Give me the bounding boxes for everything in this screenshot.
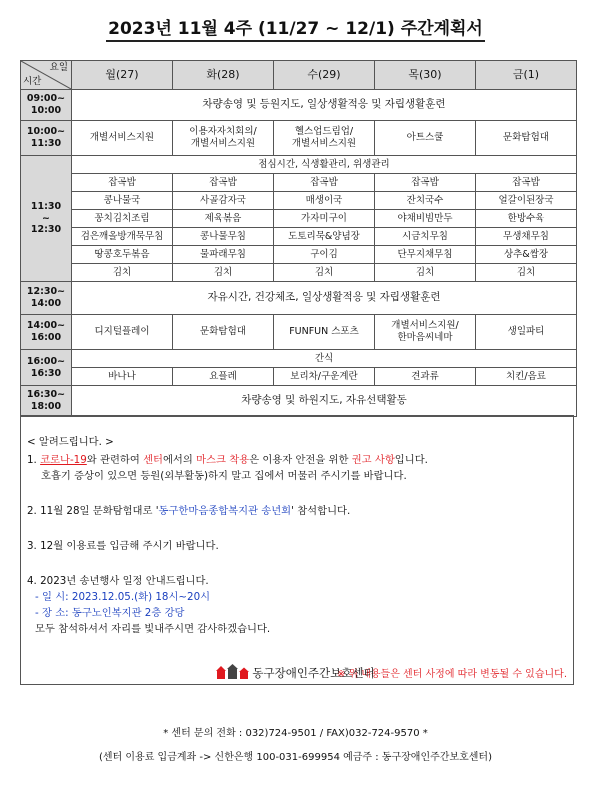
menu-cell: 제육볶음 [173,210,274,228]
menu-cell: 잔치국수 [375,192,476,210]
menu-cell: 구이김 [274,246,375,264]
activity-cell: 생일파티 [476,315,577,350]
day-header: 화(28) [173,61,274,90]
schedule-row [21,282,577,315]
menu-cell: 사골감자국 [173,192,274,210]
day-header: 수(29) [274,61,375,90]
menu-cell: 잡곡밥 [173,174,274,192]
corner-cell [21,61,72,90]
day-header: 월(27) [72,61,173,90]
activity-cell: 개별서비스지원 [72,121,173,156]
menu-cell: 물파래무침 [173,246,274,264]
menu-cell: 검은깨올방개묵무침 [72,228,173,246]
menu-cell: 가자미구이 [274,210,375,228]
menu-cell: 잡곡밥 [72,174,173,192]
activity-cell: 디지털플레이 [72,315,173,350]
time-cell: 16:30~ 18:00 [21,386,72,417]
snack-header-cell: 간식 [72,350,577,368]
notice-heading: < 알려드립니다. > [27,436,114,448]
menu-row [21,228,577,246]
snack-cell: 바나나 [72,368,173,386]
menu-cell: 한방수육 [476,210,577,228]
schedule-row [21,315,577,350]
menu-cell: 꽁치김치조림 [72,210,173,228]
time-cell: 11:30 ~ 12:30 [21,156,72,282]
event-date: - 일 시: 2023.12.05.(화) 18시~20시 [35,591,211,603]
notice-item-4: 4. 2023년 송년행사 일정 안내드립니다. [27,575,209,587]
time-cell: 09:00~ 10:00 [21,90,72,121]
header-row [21,61,577,90]
corner-time-label: 시간 [23,76,42,88]
lunch-header-cell: 점심시간, 식생활관리, 위생관리 [72,156,577,174]
menu-row [21,192,577,210]
time-cell: 16:00~ 16:30 [21,350,72,386]
house-logo-icon [216,664,250,683]
menu-cell: 땅콩호두볶음 [72,246,173,264]
menu-cell: 단무지채무침 [375,246,476,264]
notice-item-1-line2: 호흡기 증상이 있으면 등원(외부활동)하지 말고 집에서 머물러 주시기를 바랍니다. [41,470,407,482]
notice-item-3: 3. 12월 이용료를 입금해 주시기 바랍니다. [27,540,219,552]
notice-item-1: 1. 코로나-19와 관련하여 센터에서의 마스크 착용은 이용자 안전을 위한 권고 사항입니다. [27,454,428,466]
page-title: 2023년 11월 4주 (11/27 ~ 12/1) 주간계획서 [0,14,591,39]
activity-cell: 자유시간, 건강체조, 일상생활적응 및 자립생활훈련 [72,282,577,315]
activity-cell: 문화탐험대 [476,121,577,156]
menu-row [21,210,577,228]
snack-cell: 요플레 [173,368,274,386]
menu-cell: 콩나물무침 [173,228,274,246]
snack-cell: 보리차/구운계란 [274,368,375,386]
menu-cell: 얼갈이된장국 [476,192,577,210]
menu-cell: 잡곡밥 [476,174,577,192]
menu-cell: 잡곡밥 [274,174,375,192]
activity-cell: 차량송영 및 하원지도, 자유선택활동 [72,386,577,417]
snack-row [21,368,577,386]
contact-info: * 센터 문의 전화 : 032)724-9501 / FAX)032-724-9570 * [163,728,428,739]
notice-item-2: 2. 11월 28일 문화탐험대로 '동구한마음종합복지관 송년회' 참석합니다. [27,505,351,517]
activity-cell: FUNFUN 스포츠 [274,315,375,350]
menu-cell: 김치 [274,264,375,282]
activity-cell: 헬스업드림업/ 개별서비스지원 [274,121,375,156]
menu-cell: 김치 [476,264,577,282]
menu-cell: 김치 [72,264,173,282]
menu-cell: 상추&쌈장 [476,246,577,264]
activity-cell: 차량송영 및 등원지도, 일상생활적응 및 자립생활훈련 [72,90,577,121]
time-cell: 10:00~ 11:30 [21,121,72,156]
menu-cell: 무생채무침 [476,228,577,246]
menu-cell: 야채비빔만두 [375,210,476,228]
snack-cell: 견과류 [375,368,476,386]
menu-cell: 매생이국 [274,192,375,210]
menu-cell: 콩나물국 [72,192,173,210]
menu-row [21,264,577,282]
menu-cell: 김치 [375,264,476,282]
bank-account-info: (센터 이용료 입금계좌 -> 신한은행 100-031-699954 예금주 : 동구장애인주간보호센터) [99,752,492,763]
day-header: 목(30) [375,61,476,90]
lunch-header-row [21,156,577,174]
activity-cell: 아트스쿨 [375,121,476,156]
menu-cell: 시금치무침 [375,228,476,246]
corner-day-label: 요일 [49,62,68,73]
menu-cell: 김치 [173,264,274,282]
menu-row [21,246,577,264]
menu-row [21,174,577,192]
snack-cell: 치킨/음료 [476,368,577,386]
activity-cell: 문화탐험대 [173,315,274,350]
day-header: 금(1) [476,61,577,90]
organization-name: 동구장애인주간보호센터 [0,664,591,683]
snack-header-row [21,350,577,368]
activity-cell: 이용자자치회의/ 개별서비스지원 [173,121,274,156]
event-place: - 장 소: 동구노인복지관 2층 강당 [35,607,185,619]
schedule-row [21,386,577,417]
notice-box [20,415,574,685]
schedule-row [21,90,577,121]
menu-cell: 잡곡밥 [375,174,476,192]
activity-cell: 개별서비스지원/ 한마음씨네마 [375,315,476,350]
schedule-row [21,121,577,156]
footnote: ※ 위 내용들은 센터 사정에 따라 변동될 수 있습니다. [336,669,567,680]
notice-item-4-closing: 모두 참석하셔서 자리를 빛내주시면 감사하겠습니다. [35,623,271,635]
time-cell: 14:00~ 16:00 [21,315,72,350]
weekly-schedule-table [20,60,577,417]
time-cell: 12:30~ 14:00 [21,282,72,315]
menu-cell: 도토리묵&양념장 [274,228,375,246]
